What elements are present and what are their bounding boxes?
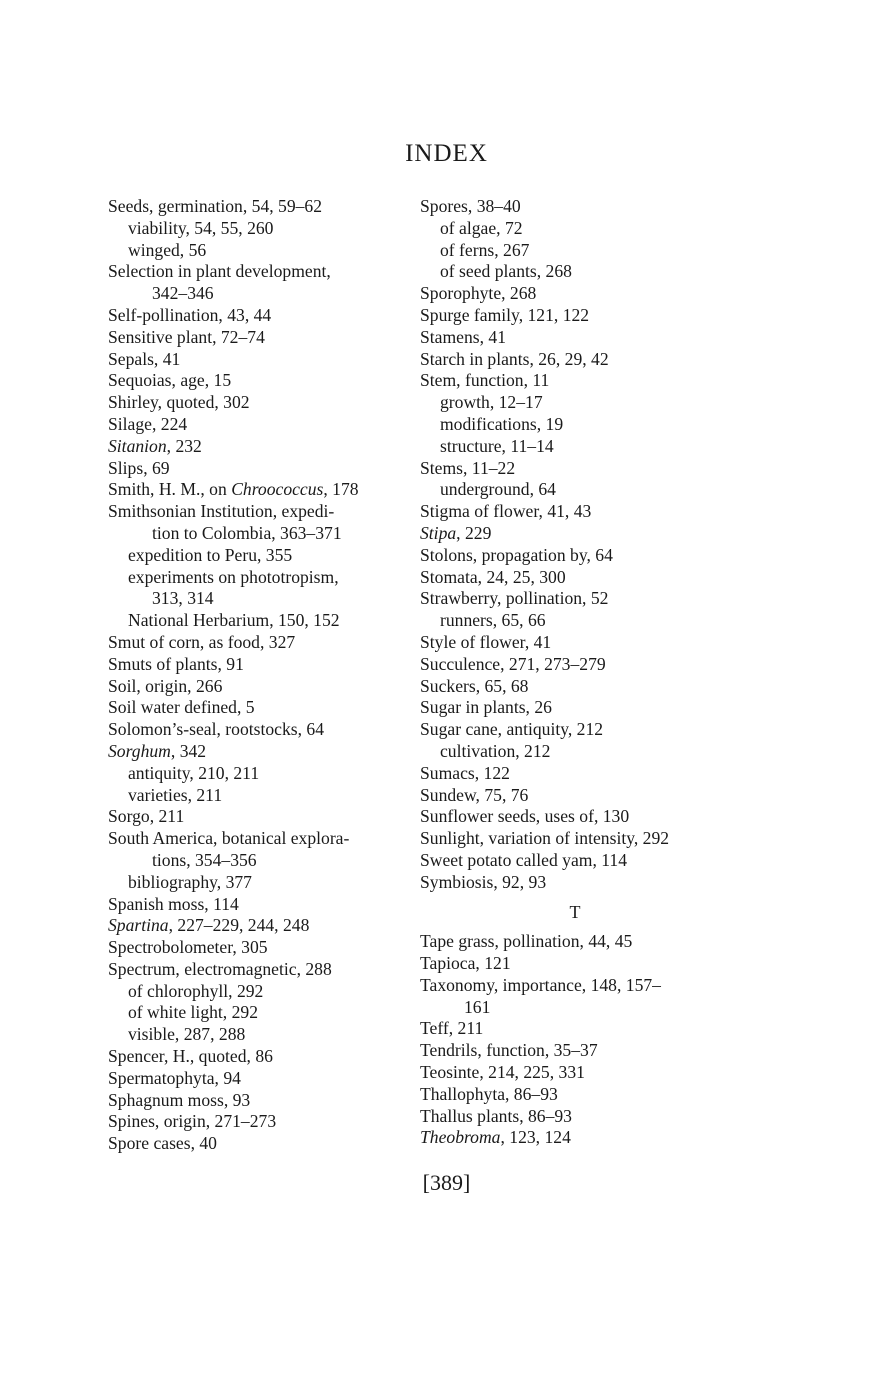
index-entry-text: experiments on phototropism, bbox=[128, 566, 339, 587]
index-entry-text: Spurge family, 121, 122 bbox=[420, 304, 590, 325]
index-entry-text: Sumacs, 122 bbox=[420, 762, 510, 783]
index-entry bbox=[108, 806, 408, 828]
index-entry bbox=[108, 1024, 408, 1046]
index-entry-text: Strawberry, pollination, 52 bbox=[420, 588, 609, 609]
index-entry bbox=[420, 975, 730, 997]
index-entry-text: Smithsonian Institution, expedi- bbox=[108, 501, 335, 522]
index-entry bbox=[108, 414, 408, 436]
index-entry bbox=[108, 1002, 408, 1024]
index-entry-text: 161 bbox=[464, 996, 491, 1017]
index-entry bbox=[420, 697, 730, 719]
index-entry bbox=[108, 261, 408, 283]
index-entry bbox=[108, 1068, 408, 1090]
index-entry bbox=[420, 392, 730, 414]
index-entry bbox=[108, 785, 408, 807]
section-letter: T bbox=[569, 901, 581, 922]
index-entry bbox=[108, 1090, 408, 1112]
index-entry bbox=[108, 697, 408, 719]
index-entry-text: Sequoias, age, 15 bbox=[108, 370, 232, 391]
index-entry bbox=[108, 567, 408, 589]
index-entry-text: South America, botanical explora- bbox=[108, 828, 350, 849]
index-entry-text: Smuts of plants, 91 bbox=[108, 653, 244, 674]
index-entry bbox=[420, 997, 730, 1019]
entry-list bbox=[420, 196, 730, 894]
index-entry bbox=[108, 305, 408, 327]
index-entry-text: Shirley, quoted, 302 bbox=[108, 392, 250, 413]
index-entry bbox=[108, 828, 408, 850]
index-entry bbox=[108, 436, 408, 458]
index-entry bbox=[420, 763, 730, 785]
index-entry-text: Tendrils, function, 35–37 bbox=[420, 1040, 598, 1061]
index-entry-text: Stems, 11–22 bbox=[420, 457, 516, 478]
index-entry bbox=[420, 436, 730, 458]
index-entry-text: Taxonomy, importance, 148, 157– bbox=[420, 974, 661, 995]
index-entry bbox=[420, 458, 730, 480]
index-entry-text: of white light, 292 bbox=[128, 1002, 258, 1023]
index-entry bbox=[108, 545, 408, 567]
index-entry bbox=[420, 305, 730, 327]
index-entry-text: , 232 bbox=[166, 435, 202, 456]
index-entry bbox=[420, 719, 730, 741]
index-entry-text: runners, 65, 66 bbox=[440, 610, 546, 631]
index-entry-text: Spanish moss, 114 bbox=[108, 893, 239, 914]
index-entry-text: Smut of corn, as food, 327 bbox=[108, 631, 296, 652]
index-entry-text: Sensitive plant, 72–74 bbox=[108, 326, 265, 347]
index-entry-text: growth, 12–17 bbox=[440, 392, 543, 413]
index-entry-italic-text: Chroococcus bbox=[231, 479, 324, 500]
index-entry-text: Sweet potato called yam, 114 bbox=[420, 849, 627, 870]
index-entry bbox=[420, 741, 730, 763]
index-entry bbox=[420, 218, 730, 240]
index-entry bbox=[420, 567, 730, 589]
index-entry-text: Suckers, 65, 68 bbox=[420, 675, 529, 696]
page-number: [389] bbox=[422, 1170, 471, 1195]
index-entry-text: Spectrobolometer, 305 bbox=[108, 937, 268, 958]
index-entry bbox=[420, 196, 730, 218]
index-entry-text: underground, 64 bbox=[440, 479, 556, 500]
index-entry bbox=[108, 894, 408, 916]
index-entry-text: Stem, function, 11 bbox=[420, 370, 550, 391]
index-entry-italic-text: Sorghum bbox=[108, 740, 171, 761]
index-entry-text: Teosinte, 214, 225, 331 bbox=[420, 1062, 585, 1083]
index-entry-text: Spectrum, electromagnetic, 288 bbox=[108, 958, 332, 979]
index-entry bbox=[420, 545, 730, 567]
index-entry-text: Stamens, 41 bbox=[420, 326, 507, 347]
index-entry bbox=[108, 915, 408, 937]
index-entry bbox=[108, 458, 408, 480]
index-entry-text: winged, 56 bbox=[128, 239, 207, 260]
index-entry-text: , 123, 124 bbox=[500, 1127, 571, 1148]
index-entry-text: Sorgo, 211 bbox=[108, 806, 185, 827]
index-entry-text: Style of flower, 41 bbox=[420, 631, 552, 652]
index-entry-text: Solomon’s-seal, rootstocks, 64 bbox=[108, 719, 325, 740]
index-entry-text: , 342 bbox=[170, 740, 207, 761]
entry-list bbox=[108, 196, 408, 1155]
index-entry bbox=[420, 850, 730, 872]
index-entry-text: Symbiosis, 92, 93 bbox=[420, 871, 547, 892]
index-entry bbox=[420, 1127, 730, 1149]
index-entry bbox=[108, 370, 408, 392]
index-entry-text: , 178 bbox=[323, 479, 359, 500]
index-entry bbox=[420, 872, 730, 894]
index-entry bbox=[108, 1133, 408, 1155]
index-entry-text: Sugar cane, antiquity, 212 bbox=[420, 719, 604, 740]
index-entry-text: Sporophyte, 268 bbox=[420, 283, 537, 304]
index-entry-text: Sundew, 75, 76 bbox=[420, 784, 529, 805]
index-entry bbox=[108, 610, 408, 632]
index-entry-text: of algae, 72 bbox=[440, 217, 523, 238]
index-entry bbox=[420, 806, 730, 828]
index-entry-text: visible, 287, 288 bbox=[128, 1024, 246, 1045]
index-column-right bbox=[420, 196, 730, 1149]
index-entry-text: Starch in plants, 26, 29, 42 bbox=[420, 348, 609, 369]
index-entry-text: expedition to Peru, 355 bbox=[128, 544, 293, 565]
page-title: INDEX bbox=[405, 140, 488, 167]
index-entry bbox=[108, 523, 408, 545]
index-entry bbox=[108, 196, 408, 218]
index-entry-italic-text: Spartina bbox=[108, 915, 169, 936]
index-entry-text: Stolons, propagation by, 64 bbox=[420, 544, 613, 565]
index-entry bbox=[108, 959, 408, 981]
index-entry bbox=[108, 632, 408, 654]
index-entry-text: Sepals, 41 bbox=[108, 348, 181, 369]
index-entry bbox=[420, 283, 730, 305]
index-entry bbox=[420, 1084, 730, 1106]
index-entry bbox=[420, 588, 730, 610]
index-entry-text: antiquity, 210, 211 bbox=[128, 762, 260, 783]
index-entry bbox=[108, 1111, 408, 1133]
index-entry-italic-text: Stipa bbox=[420, 522, 457, 543]
index-entry bbox=[108, 349, 408, 371]
index-entry bbox=[108, 981, 408, 1003]
index-entry bbox=[108, 719, 408, 741]
index-entry bbox=[420, 931, 730, 953]
index-column-left bbox=[108, 196, 408, 1155]
index-entry bbox=[420, 370, 730, 392]
index-entry-text: Spores, 38–40 bbox=[420, 196, 521, 216]
index-entry-text: 342–346 bbox=[152, 283, 214, 304]
index-entry bbox=[420, 785, 730, 807]
index-entry-text: of chlorophyll, 292 bbox=[128, 980, 264, 1001]
index-entry bbox=[420, 828, 730, 850]
index-entry-text: Seeds, germination, 54, 59–62 bbox=[108, 196, 323, 216]
index-entry-text: cultivation, 212 bbox=[440, 740, 551, 761]
index-entry-text: Sunflower seeds, uses of, 130 bbox=[420, 806, 630, 827]
index-entry-text: Sugar in plants, 26 bbox=[420, 697, 552, 718]
index-entry-text: Smith, H. M., on bbox=[108, 479, 232, 500]
index-entry bbox=[420, 349, 730, 371]
index-entry-italic-text: Sitanion bbox=[108, 435, 167, 456]
index-entry bbox=[420, 676, 730, 698]
index-entry-text: structure, 11–14 bbox=[440, 435, 554, 456]
index-entry bbox=[108, 327, 408, 349]
index-entry-text: of ferns, 267 bbox=[440, 239, 530, 260]
index-entry-text: Spencer, H., quoted, 86 bbox=[108, 1046, 273, 1067]
index-entry bbox=[108, 240, 408, 262]
index-entry-text: Spines, origin, 271–273 bbox=[108, 1111, 277, 1132]
index-entry-text: Teff, 211 bbox=[420, 1018, 484, 1039]
index-entry-text: Self-pollination, 43, 44 bbox=[108, 304, 272, 325]
index-entry-text: Soil, origin, 266 bbox=[108, 675, 223, 696]
index-entry-text: Succulence, 271, 273–279 bbox=[420, 653, 606, 674]
index-entry bbox=[420, 1106, 730, 1128]
index-entry bbox=[108, 763, 408, 785]
index-entry-text: viability, 54, 55, 260 bbox=[128, 217, 274, 238]
index-entry-text: tions, 354–356 bbox=[152, 849, 257, 870]
index-entry bbox=[108, 392, 408, 414]
index-entry bbox=[108, 479, 408, 501]
index-entry-text: bibliography, 377 bbox=[128, 871, 252, 892]
index-entry bbox=[420, 523, 730, 545]
index-entry bbox=[108, 872, 408, 894]
index-entry-text: Tape grass, pollination, 44, 45 bbox=[420, 931, 633, 952]
index-entry-text: , 227–229, 244, 248 bbox=[168, 915, 310, 936]
index-entry-text: Stigma of flower, 41, 43 bbox=[420, 501, 592, 522]
index-entry-text: Slips, 69 bbox=[108, 457, 170, 478]
index-entry bbox=[108, 283, 408, 305]
index-entry-text: Spermatophyta, 94 bbox=[108, 1067, 241, 1088]
index-entry bbox=[420, 953, 730, 975]
index-entry-text: Thallus plants, 86–93 bbox=[420, 1105, 572, 1126]
index-entry bbox=[108, 676, 408, 698]
index-entry bbox=[420, 632, 730, 654]
index-entry bbox=[420, 327, 730, 349]
index-entry-text: Spore cases, 40 bbox=[108, 1133, 217, 1154]
index-entry-text: of seed plants, 268 bbox=[440, 261, 572, 282]
index-entry-text: Selection in plant development, bbox=[108, 261, 331, 282]
index-entry bbox=[108, 654, 408, 676]
index-entry-text: Thallophyta, 86–93 bbox=[420, 1083, 558, 1104]
index-entry bbox=[108, 588, 408, 610]
index-entry bbox=[108, 850, 408, 872]
index-entry bbox=[420, 479, 730, 501]
index-entry bbox=[108, 218, 408, 240]
index-entry bbox=[108, 1046, 408, 1068]
index-entry bbox=[420, 1040, 730, 1062]
index-entry bbox=[420, 654, 730, 676]
index-entry bbox=[420, 240, 730, 262]
index-entry-text: National Herbarium, 150, 152 bbox=[128, 610, 340, 631]
index-entry-text: Stomata, 24, 25, 300 bbox=[420, 566, 566, 587]
index-entry-text: , 229 bbox=[456, 522, 492, 543]
index-entry bbox=[420, 414, 730, 436]
index-entry-text: Sunlight, variation of intensity, 292 bbox=[420, 828, 670, 849]
index-entry-text: Sphagnum moss, 93 bbox=[108, 1089, 251, 1110]
index-entry-text: Tapioca, 121 bbox=[420, 953, 511, 974]
index-entry-italic-text: Theobroma bbox=[420, 1127, 501, 1148]
index-entry bbox=[108, 741, 408, 763]
index-entry-text: Soil water defined, 5 bbox=[108, 697, 255, 718]
index-entry bbox=[420, 1018, 730, 1040]
index-entry-text: tion to Colombia, 363–371 bbox=[152, 522, 342, 543]
index-entry-text: 313, 314 bbox=[152, 588, 214, 609]
index-entry-text: varieties, 211 bbox=[128, 784, 223, 805]
index-entry bbox=[420, 1062, 730, 1084]
index-entry bbox=[420, 501, 730, 523]
index-entry-text: modifications, 19 bbox=[440, 413, 564, 434]
index-entry bbox=[420, 261, 730, 283]
index-entry bbox=[108, 501, 408, 523]
entry-list bbox=[420, 931, 730, 1149]
index-entry bbox=[420, 610, 730, 632]
index-entry bbox=[108, 937, 408, 959]
index-entry-text: Silage, 224 bbox=[108, 413, 188, 434]
